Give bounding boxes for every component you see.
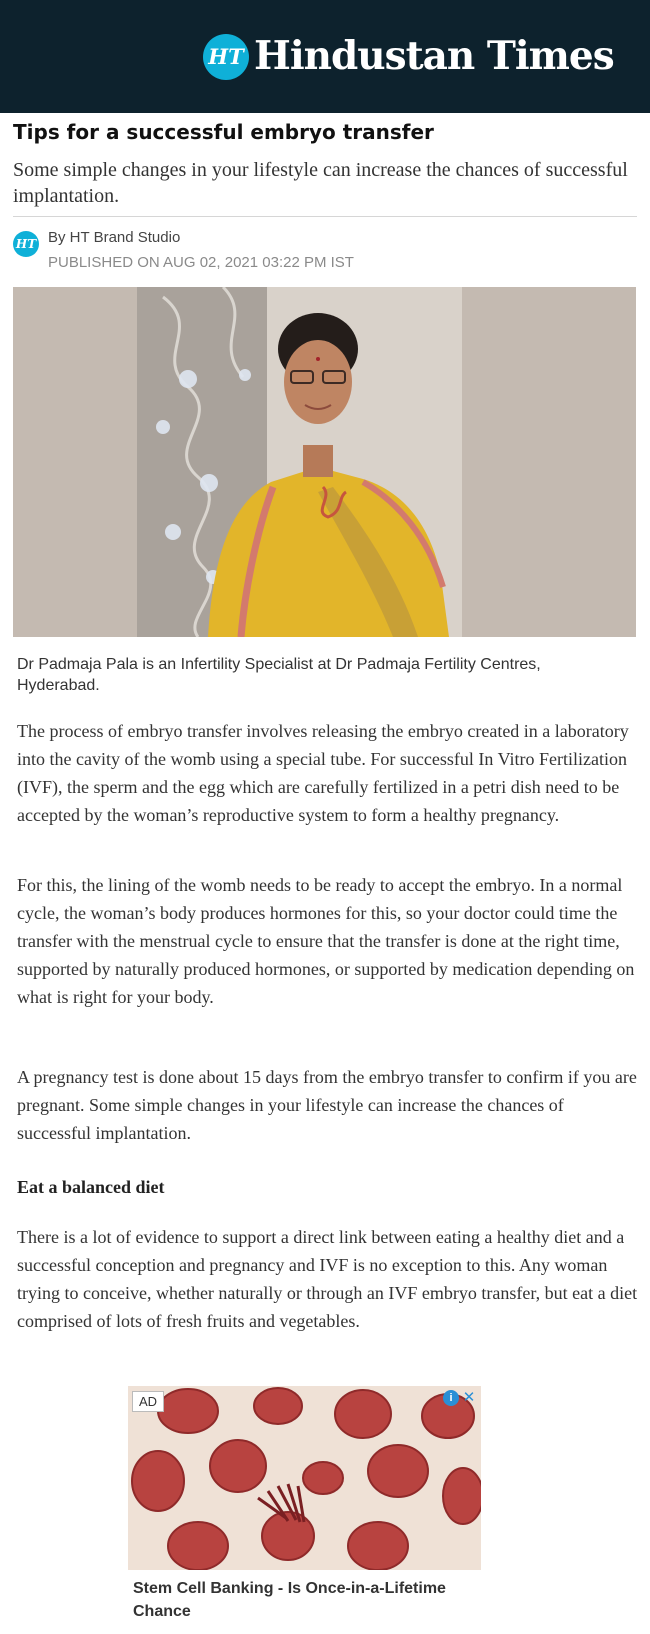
body-paragraph: The process of embryo transfer involves releasing the embryo created in a laboratory into the cavity of the womb using a special tube. For successful In Vitro Fertilization (IVF), the sperm and the egg which are carefully fertilized in a petri dish need to be accepted by the woman’s reproductive system to form a healthy pregnancy. xyxy=(17,721,629,825)
ad-label: AD xyxy=(132,1391,164,1412)
masthead xyxy=(0,0,650,113)
article-subhead: Some simple changes in your lifestyle can increase the chances of successful implantation. xyxy=(13,159,628,207)
ad-close-icon[interactable]: ✕ xyxy=(462,1388,476,1406)
ad-cells-image[interactable] xyxy=(128,1386,481,1570)
body-paragraph: A pregnancy test is done about 15 days from the embryo transfer to confirm if you are pregnant. Some simple changes in your lifestyle can increase the chances of successful implantation. xyxy=(17,1067,637,1143)
photo-caption: Dr Padmaja Pala is an Infertility Specialist at Dr Padmaja Fertility Centres, Hyderabad. xyxy=(17,656,541,694)
body-paragraph: For this, the lining of the womb needs to be ready to accept the embryo. In a normal cycle, the woman’s body produces hormones for this, so your doctor could time the transfer with the menstrual cycle to ensure that the transfer is done at the right time, supported by naturally produced hormones, or supported by medication depending on what is right for your body. xyxy=(17,875,635,1007)
published-date: PUBLISHED ON AUG 02, 2021 03:22 PM IST xyxy=(48,254,354,271)
body-paragraph: There is a lot of evidence to support a direct link between eating a healthy diet and a successful conception and pregnancy and IVF is no exception to this. Any woman trying to conceive, whether naturally or through an IVF embryo transfer, but eat a diet comprised of lots of fresh fruits and vegetables. xyxy=(17,1227,638,1331)
brand-name[interactable]: Hindustan Times xyxy=(254,33,614,79)
author-avatar-icon: HT xyxy=(13,231,39,257)
advertisement[interactable] xyxy=(128,1386,481,1570)
doctor-portrait-image xyxy=(13,287,636,637)
byline[interactable]: By HT Brand Studio xyxy=(48,229,181,246)
section-heading: Eat a balanced diet xyxy=(17,1177,165,1197)
ad-info-icon[interactable]: i xyxy=(443,1390,459,1406)
header-divider xyxy=(13,216,637,217)
article-headline: Tips for a successful embryo transfer xyxy=(13,120,434,144)
ht-logo-icon[interactable]: HT xyxy=(203,34,249,80)
article-photo xyxy=(13,287,636,637)
ad-headline[interactable]: Stem Cell Banking - Is Once-in-a-Lifetime Chance xyxy=(133,1580,446,1620)
